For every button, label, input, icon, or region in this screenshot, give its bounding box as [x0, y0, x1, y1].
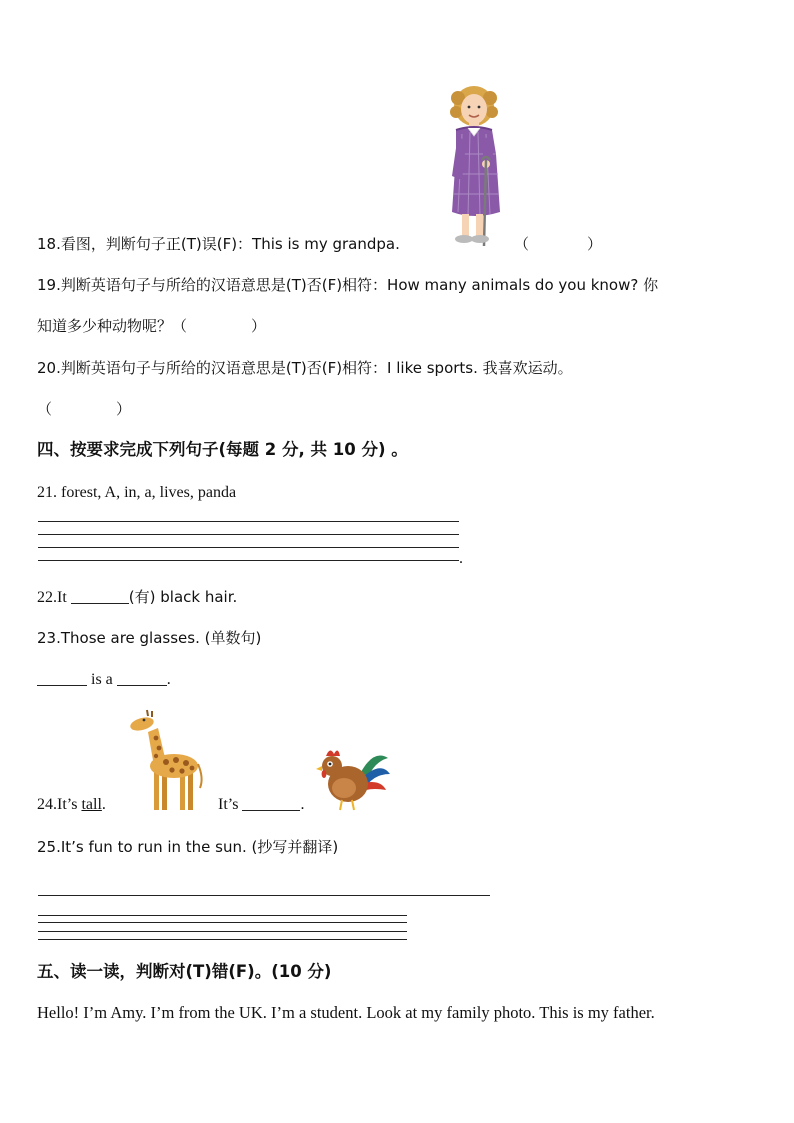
question-23-line-1: 23.Those are glasses. (单数句): [37, 629, 262, 647]
grandma-with-cane-icon: [440, 84, 512, 250]
question-20-line-1: 20.判断英语句子与所给的汉语意思是(T)否(F)相符：I like sports. 我喜欢运动。: [37, 359, 573, 377]
question-22: 22.It (有) black hair.: [37, 588, 238, 606]
giraffe-illustration: [126, 708, 206, 812]
rooster-icon: [314, 744, 392, 812]
question-18-text: 18.看图，判断句子正(T)误(F)：This is my grandpa.: [37, 235, 400, 253]
question-24-second-part: It’s .: [218, 796, 305, 813]
answer-line[interactable]: [38, 915, 407, 916]
section-4-title: 四、按要求完成下列句子(每题 2 分, 共 10 分) 。: [37, 440, 408, 459]
question-24: 24.It’s tall.: [37, 796, 106, 813]
question-24-underlined-word: tall: [81, 796, 102, 813]
question-21: 21. forest, A, in, a, lives, panda: [37, 484, 237, 501]
question-18: [37, 234, 400, 255]
answer-line[interactable]: [38, 521, 459, 522]
question-21-end-mark: .: [459, 550, 463, 567]
answer-line[interactable]: [38, 560, 459, 561]
question-23-line-2: is a .: [37, 670, 171, 690]
answer-line[interactable]: [38, 534, 459, 535]
question-22-blank[interactable]: [71, 588, 129, 604]
giraffe-icon: [126, 708, 206, 812]
answer-line[interactable]: [38, 922, 407, 923]
section-5-title: 五、读一读，判断对(T)错(F)。(10 分): [37, 962, 332, 981]
question-20-answer-parens[interactable]: （ ）: [37, 400, 132, 418]
question-19-line-2: 知道多少种动物呢？（ ）: [37, 317, 267, 335]
rooster-illustration: [314, 744, 392, 812]
question-23-blank-2[interactable]: [117, 670, 167, 686]
answer-line[interactable]: [38, 939, 407, 940]
question-25: 25.It’s fun to run in the sun. (抄写并翻译): [37, 838, 339, 856]
reading-passage: Hello! I’m Amy. I’m from the UK. I’m a student. Look at my family photo. This is my father.: [37, 1003, 655, 1022]
answer-line[interactable]: [38, 931, 407, 932]
question-19-line-1: 19.判断英语句子与所给的汉语意思是(T)否(F)相符：How many animals do you know? 你: [37, 276, 659, 294]
question-18-answer-parens[interactable]: （ ）: [514, 235, 603, 253]
question-23-blank-1[interactable]: [37, 670, 87, 686]
question-24-blank[interactable]: [242, 795, 300, 811]
grandma-illustration: [440, 84, 512, 250]
answer-line[interactable]: [38, 547, 459, 548]
answer-line[interactable]: [38, 895, 490, 896]
